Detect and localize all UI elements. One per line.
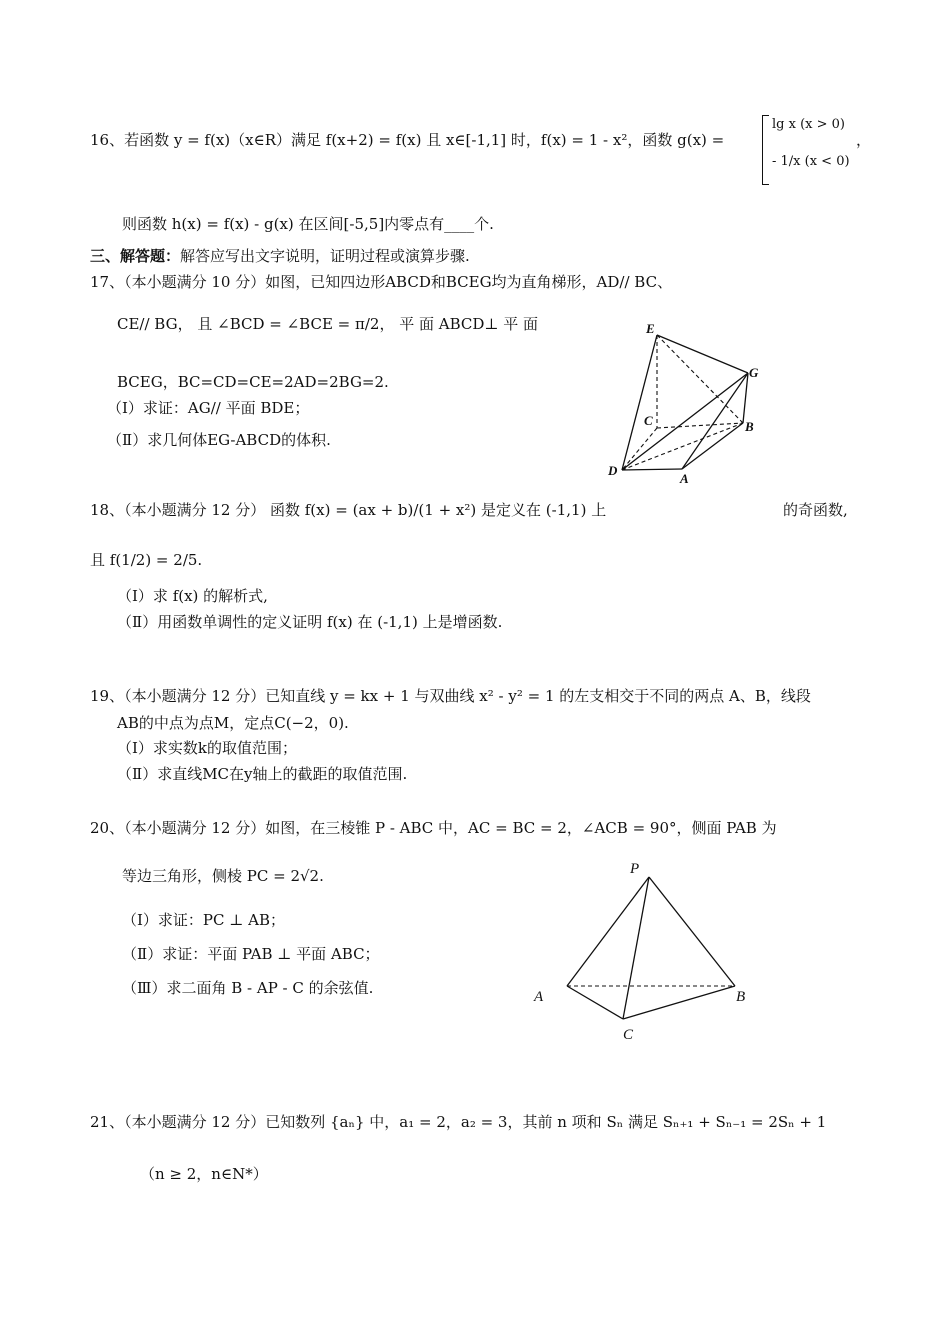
q18-line2: 且 f(1/2) = 2/5. — [90, 551, 203, 569]
q20-figure — [525, 855, 765, 1045]
q17-line3: BCEG，BC=CD=CE=2AD=2BG=2. — [117, 373, 389, 391]
q17-label-a: A — [680, 471, 689, 486]
section-heading — [90, 246, 470, 266]
q17-line2: CE// BG， 且 ∠BCD = ∠BCE = π/2， 平 面 ABCD⊥ 平 面 — [117, 315, 539, 333]
q20-part1: （Ⅰ）求证：PC ⊥ AB； — [122, 911, 285, 929]
q17-part1: （Ⅰ）求证：AG// 平面 BDE； — [107, 399, 310, 417]
q19-line2: AB的中点为点M，定点C(−2，0). — [117, 714, 349, 732]
q16-piece-reciprocal: - 1/x (x < 0) — [772, 154, 850, 169]
q17-part2: （Ⅱ）求几何体EG-ABCD的体积. — [107, 431, 331, 449]
q21-line2: （n ≥ 2，n∈N*） — [140, 1165, 268, 1183]
q16-piece-log: lg x (x > 0) — [772, 117, 845, 132]
q20-part3: （Ⅲ）求二面角 B - AP - C 的余弦值. — [122, 979, 374, 997]
q17-label-g: G — [749, 365, 759, 380]
q20-line1: 20、（本小题满分 12 分）如图，在三棱锥 P - ABC 中，AC = BC = 2，∠ACB = 90°，侧面 PAB 为 — [90, 819, 777, 837]
q20-label-a: A — [534, 989, 544, 1005]
q16-piecewise-brace — [762, 115, 769, 185]
q21-line1: 21、（本小题满分 12 分）已知数列 {aₙ} 中，a₁ = 2，a₂ = 3，其前 n 项和 Sₙ 满足 Sₙ₊₁ + Sₙ₋₁ = 2Sₙ + 1 — [90, 1113, 827, 1131]
q20-label-b: B — [736, 989, 746, 1005]
q18-part2: （Ⅱ）用函数单调性的定义证明 f(x) 在 (-1,1) 上是增函数. — [117, 613, 503, 631]
q17-label-e: E — [646, 321, 655, 336]
q20-label-p: P — [630, 861, 640, 877]
q19-part2: （Ⅱ）求直线MC在y轴上的截距的取值范围. — [117, 765, 408, 783]
q20-line2: 等边三角形，侧棱 PC = 2√2. — [122, 867, 324, 885]
q18-part1: （Ⅰ）求 f(x) 的解析式, — [117, 587, 268, 605]
q18-line1: 18、（本小题满分 12 分） 函数 f(x) = (ax + b)/(1 + x²) 是定义在 (-1,1) 上 — [90, 501, 607, 519]
q17-line1: 17、（本小题满分 10 分）如图，已知四边形ABCD和BCEG均为直角梯形，AD// BC、 — [90, 273, 673, 291]
q16-line1: 16、若函数 y = f(x)（x∈R）满足 f(x+2) = f(x) 且 x∈[-1,1] 时，f(x) = 1 - x²，函数 g(x) = — [90, 131, 725, 149]
q17-label-b: B — [745, 419, 754, 434]
section-instructions: 解答应写出文字说明，证明过程或演算步骤. — [180, 247, 470, 265]
q18-line1-tail: 的奇函数, — [783, 501, 848, 519]
q19-part1: （Ⅰ）求实数k的取值范围； — [117, 739, 298, 757]
q20-part2: （Ⅱ）求证：平面 PAB ⊥ 平面 ABC； — [122, 945, 380, 963]
q19-line1: 19、（本小题满分 12 分）已知直线 y = kx + 1 与双曲线 x² - y² = 1 的左支相交于不同的两点 A、B，线段 — [90, 687, 811, 705]
q16-line2: 则函数 h(x) = f(x) - g(x) 在区间[-5,5]内零点有____个. — [122, 215, 494, 233]
q17-figure — [600, 315, 780, 495]
q20-label-c: C — [623, 1027, 634, 1043]
q16-comma: ， — [856, 131, 872, 149]
q17-label-c: C — [644, 413, 653, 428]
section-label: 三、解答题： — [90, 247, 181, 265]
q17-label-d: D — [608, 463, 618, 478]
